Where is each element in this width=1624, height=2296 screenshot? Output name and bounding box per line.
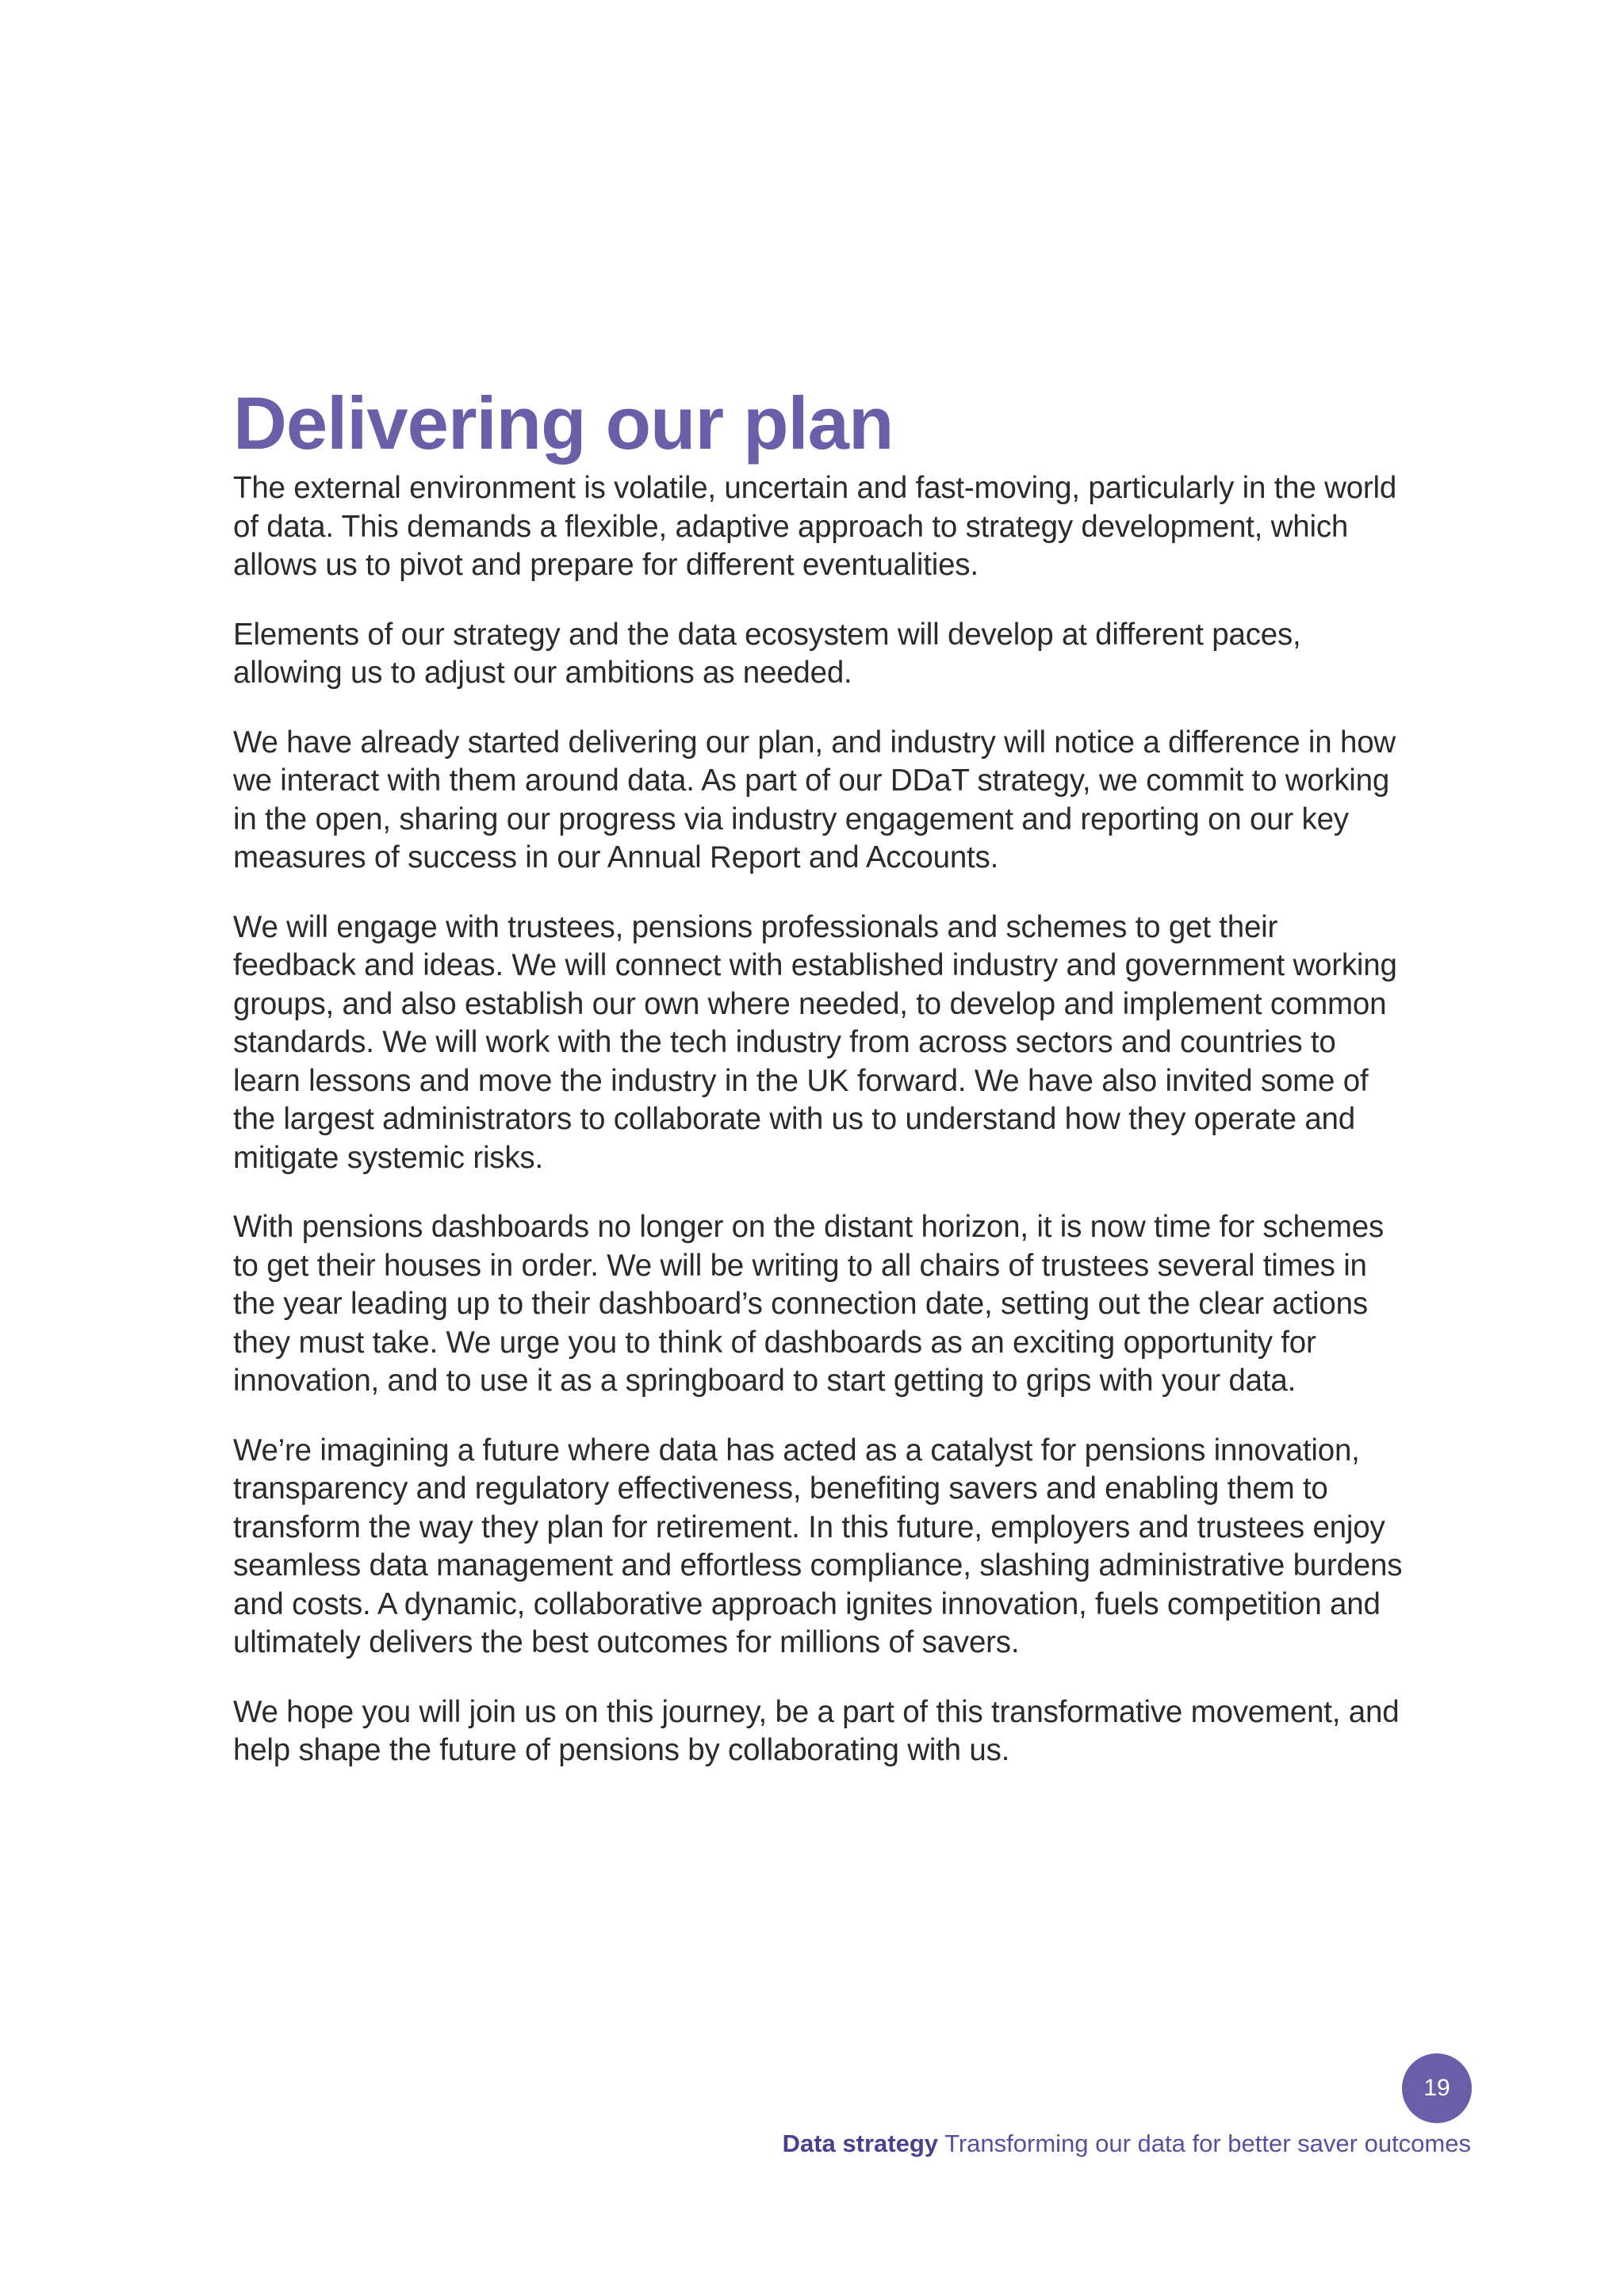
paragraph: We’re imagining a future where data has acted as a catalyst for pensions innovation, transparency and regulatory effectiveness, benefiting savers and enabling them to transform the way they plan for retirement. In this future, employers and trustees enjoy seamless data management and effortless compliance, slashing administrative burdens and costs. A dynamic, collaborative approach ignites innovation, fuels competition and ultimately delivers the best outcomes for millions of savers.: [233, 1433, 1403, 1659]
main-content: [233, 381, 1407, 1801]
paragraph: With pensions dashboards no longer on the distant horizon, it is now time for schemes to get their houses in order. We will be writing to all chairs of trustees several times in the year leading up to their dashboard’s connection date, setting out the clear actions they must take. We urge you to think of dashboards as an exciting opportunity for innovation, and to use it as a springboard to start getting to grips with your data.: [233, 1210, 1385, 1398]
paragraph: Elements of our strategy and the data ecosystem will develop at different paces, allowing us to adjust our ambitions as needed.: [233, 617, 1301, 690]
footer: [783, 2128, 1471, 2160]
footer-subtitle: Transforming our data for better saver outcomes: [944, 2130, 1471, 2157]
paragraph: We will engage with trustees, pensions professionals and schemes to get their feedback and ideas. We will connect with established industry and government working groups, and also establish our own where needed, to develop and implement common standards. We will work with the tech industry from across sectors and countries to learn lessons and move the industry in the UK forward. We have also invited some of the largest administrators to collaborate with us to understand how they operate and mitigate systemic risks.: [233, 909, 1397, 1175]
page-title: Delivering our plan: [233, 381, 894, 465]
footer-document-name: Data strategy: [782, 2130, 938, 2157]
paragraph: We hope you will join us on this journey, be a part of this transformative movement, and help shape the future of pensions by collaborating with us.: [233, 1694, 1400, 1767]
page-number-badge: 19: [1402, 2053, 1472, 2123]
paragraph: We have already started delivering our plan, and industry will notice a difference in how we interact with them around data. As part of our DDaT strategy, we commit to working in the open, sharing our progress via industry engagement and reporting on our key measures of success in our Annual Report and Accounts.: [233, 725, 1396, 874]
body-text: [233, 469, 1407, 1770]
paragraph: The external environment is volatile, uncertain and fast-moving, particularly in the world of data. This demands a flexible, adaptive approach to strategy development, which allows us to pivot and prepare for different eventualities.: [233, 471, 1397, 582]
